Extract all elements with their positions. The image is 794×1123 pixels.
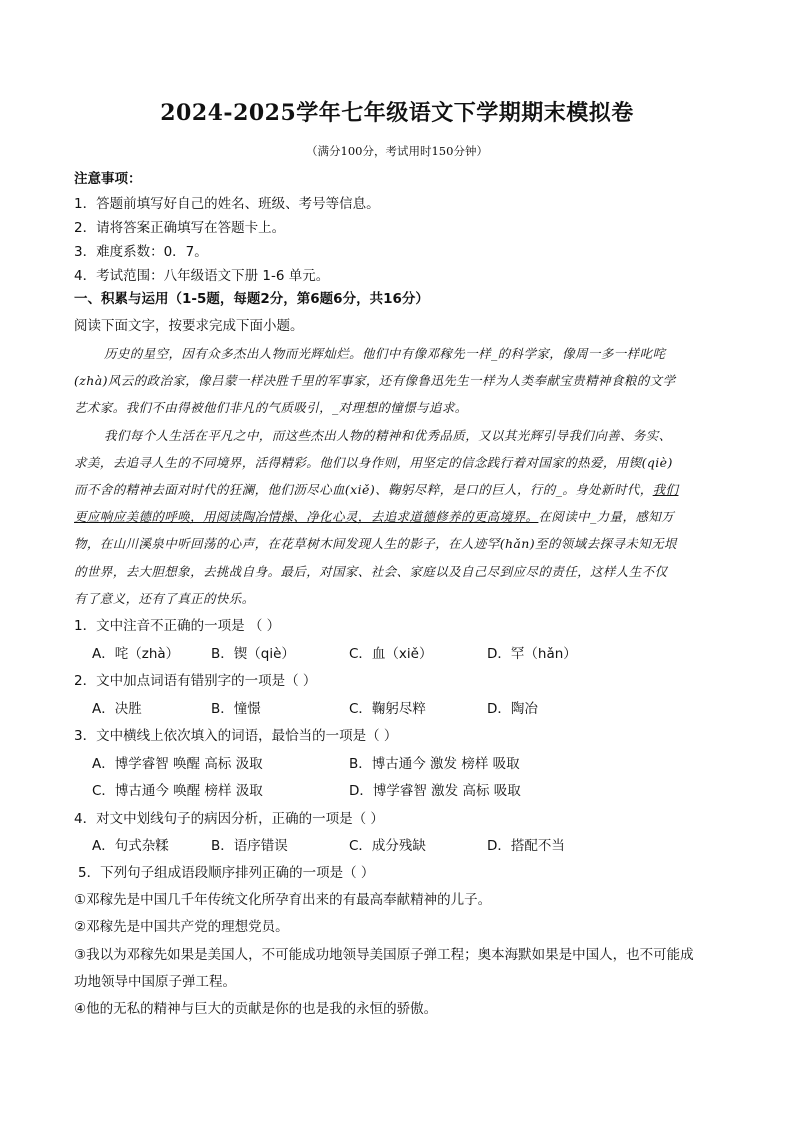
option-d: D．罕（hǎn） (487, 646, 577, 662)
option-b: B．锲（qiè） (211, 646, 295, 662)
notice-item: 1．答题前填写好自己的姓名、班级、考号等信息。 (74, 196, 380, 212)
option-c: C．成分残缺 (349, 838, 426, 854)
underlined-sentence-start: 我们 (652, 482, 679, 497)
option-d: D．陶冶 (487, 701, 538, 717)
ordering-sentence: ③我以为邓稼先如果是美国人，不可能成功地领导美国原子弹工程；奥本海默如果是中国人，也不可能成 (74, 947, 694, 963)
option-b: B．语序错误 (211, 838, 288, 854)
question-stem: 5．下列句子组成语段顺序排列正确的一项是（ ） (78, 865, 375, 881)
option-a: A．句式杂糅 (92, 838, 169, 854)
notice-item: 4．考试范围：八年级语文下册 1-6 单元。 (74, 268, 330, 284)
section-heading: 一、积累与运用（1-5题，每题2分，第6题6分，共16分） (74, 291, 429, 307)
passage-line: 求美，去追寻人生的不同境界，活得精彩。他们以身作则，用坚定的信念践行着对国家的热爱，用锲(qiè) (74, 455, 673, 470)
passage-line: 艺术家。我们不由得被他们非凡的气质吸引，_对理想的憧憬与追求。 (74, 400, 468, 415)
passage-line: (zhà)风云的政治家，像吕蒙一样决胜千里的军事家，还有像鲁迅先生一样为人类奉献宝贵精神食粮的文学 (74, 373, 676, 388)
ordering-sentence: ①邓稼先是中国几千年传统文化所孕育出来的有最高奉献精神的儿子。 (74, 892, 492, 908)
passage-line: 的世界，去大胆想象，去挑战自身。最后，对国家、社会、家庭以及自己尽到应尽的责任，这样人生不仅 (74, 564, 668, 579)
notice-item: 3．难度系数：0．7。 (74, 244, 208, 260)
question-stem: 3．文中横线上依次填入的词语，最恰当的一项是（ ） (74, 728, 398, 744)
exam-title: 2024-2025学年七年级语文下学期期末模拟卷 (160, 100, 634, 126)
ordering-sentence: 功地领导中国原子弹工程。 (74, 974, 236, 990)
section-instruction: 阅读下面文字，按要求完成下面小题。 (74, 318, 304, 334)
passage-line (74, 508, 674, 526)
underlined-sentence: 更应响应美德的呼唤，用阅读陶冶情操、净化心灵，去追求道德修养的更高境界。 (74, 509, 539, 524)
option-c: C．博古通今 唤醒 榜样 汲取 (92, 783, 263, 799)
passage-text: 在阅读中_力量，感知万 (538, 509, 675, 524)
option-a: A．博学睿智 唤醒 高标 汲取 (92, 756, 263, 772)
exam-subtitle: （满分100分，考试用时150分钟） (306, 144, 488, 158)
option-d: D．博学睿智 激发 高标 吸取 (349, 783, 521, 799)
notice-item: 2．请将答案正确填写在答题卡上。 (74, 220, 286, 236)
question-stem: 1．文中注音不正确的一项是 （ ） (74, 618, 281, 634)
option-a: A．咤（zhà） (92, 646, 180, 662)
passage-line: 我们每个人生活在平凡之中，而这些杰出人物的精神和优秀品质，又以其光辉引导我们向善、务实、 (104, 428, 672, 443)
question-stem: 4．对文中划线句子的病因分析，正确的一项是（ ） (74, 811, 384, 827)
passage-line: 物，在山川溪泉中听回荡的心声，在花草树木间发现人生的影子，在人迹罕(hǎn)至的领域去探寻未知无垠 (74, 536, 677, 551)
option-c: C．血（xiě） (349, 646, 433, 662)
option-b: B．憧憬 (211, 701, 261, 717)
option-a: A．决胜 (92, 701, 142, 717)
option-b: B．博古通今 激发 榜样 吸取 (349, 756, 520, 772)
option-d: D．搭配不当 (487, 838, 565, 854)
passage-text: 而不舍的精神去面对时代的狂澜，他们沥尽心血(xiě)、鞠躬尽粹，是口的巨人，行的_。身处新时代， (74, 482, 653, 497)
passage-line: 历史的星空，因有众多杰出人物而光辉灿烂。他们中有像邓稼先一样_的科学家，像周一多一样叱咤 (104, 346, 666, 361)
question-stem: 2．文中加点词语有错别字的一项是（ ） (74, 673, 317, 689)
passage-line (74, 481, 678, 499)
passage-line: 有了意义，还有了真正的快乐。 (74, 591, 255, 606)
ordering-sentence: ④他的无私的精神与巨大的贡献是你的也是我的永恒的骄傲。 (74, 1001, 438, 1017)
notice-heading: 注意事项： (74, 171, 142, 187)
option-c: C．鞠躬尽粹 (349, 701, 426, 717)
ordering-sentence: ②邓稼先是中国共产党的理想党员。 (74, 919, 289, 935)
